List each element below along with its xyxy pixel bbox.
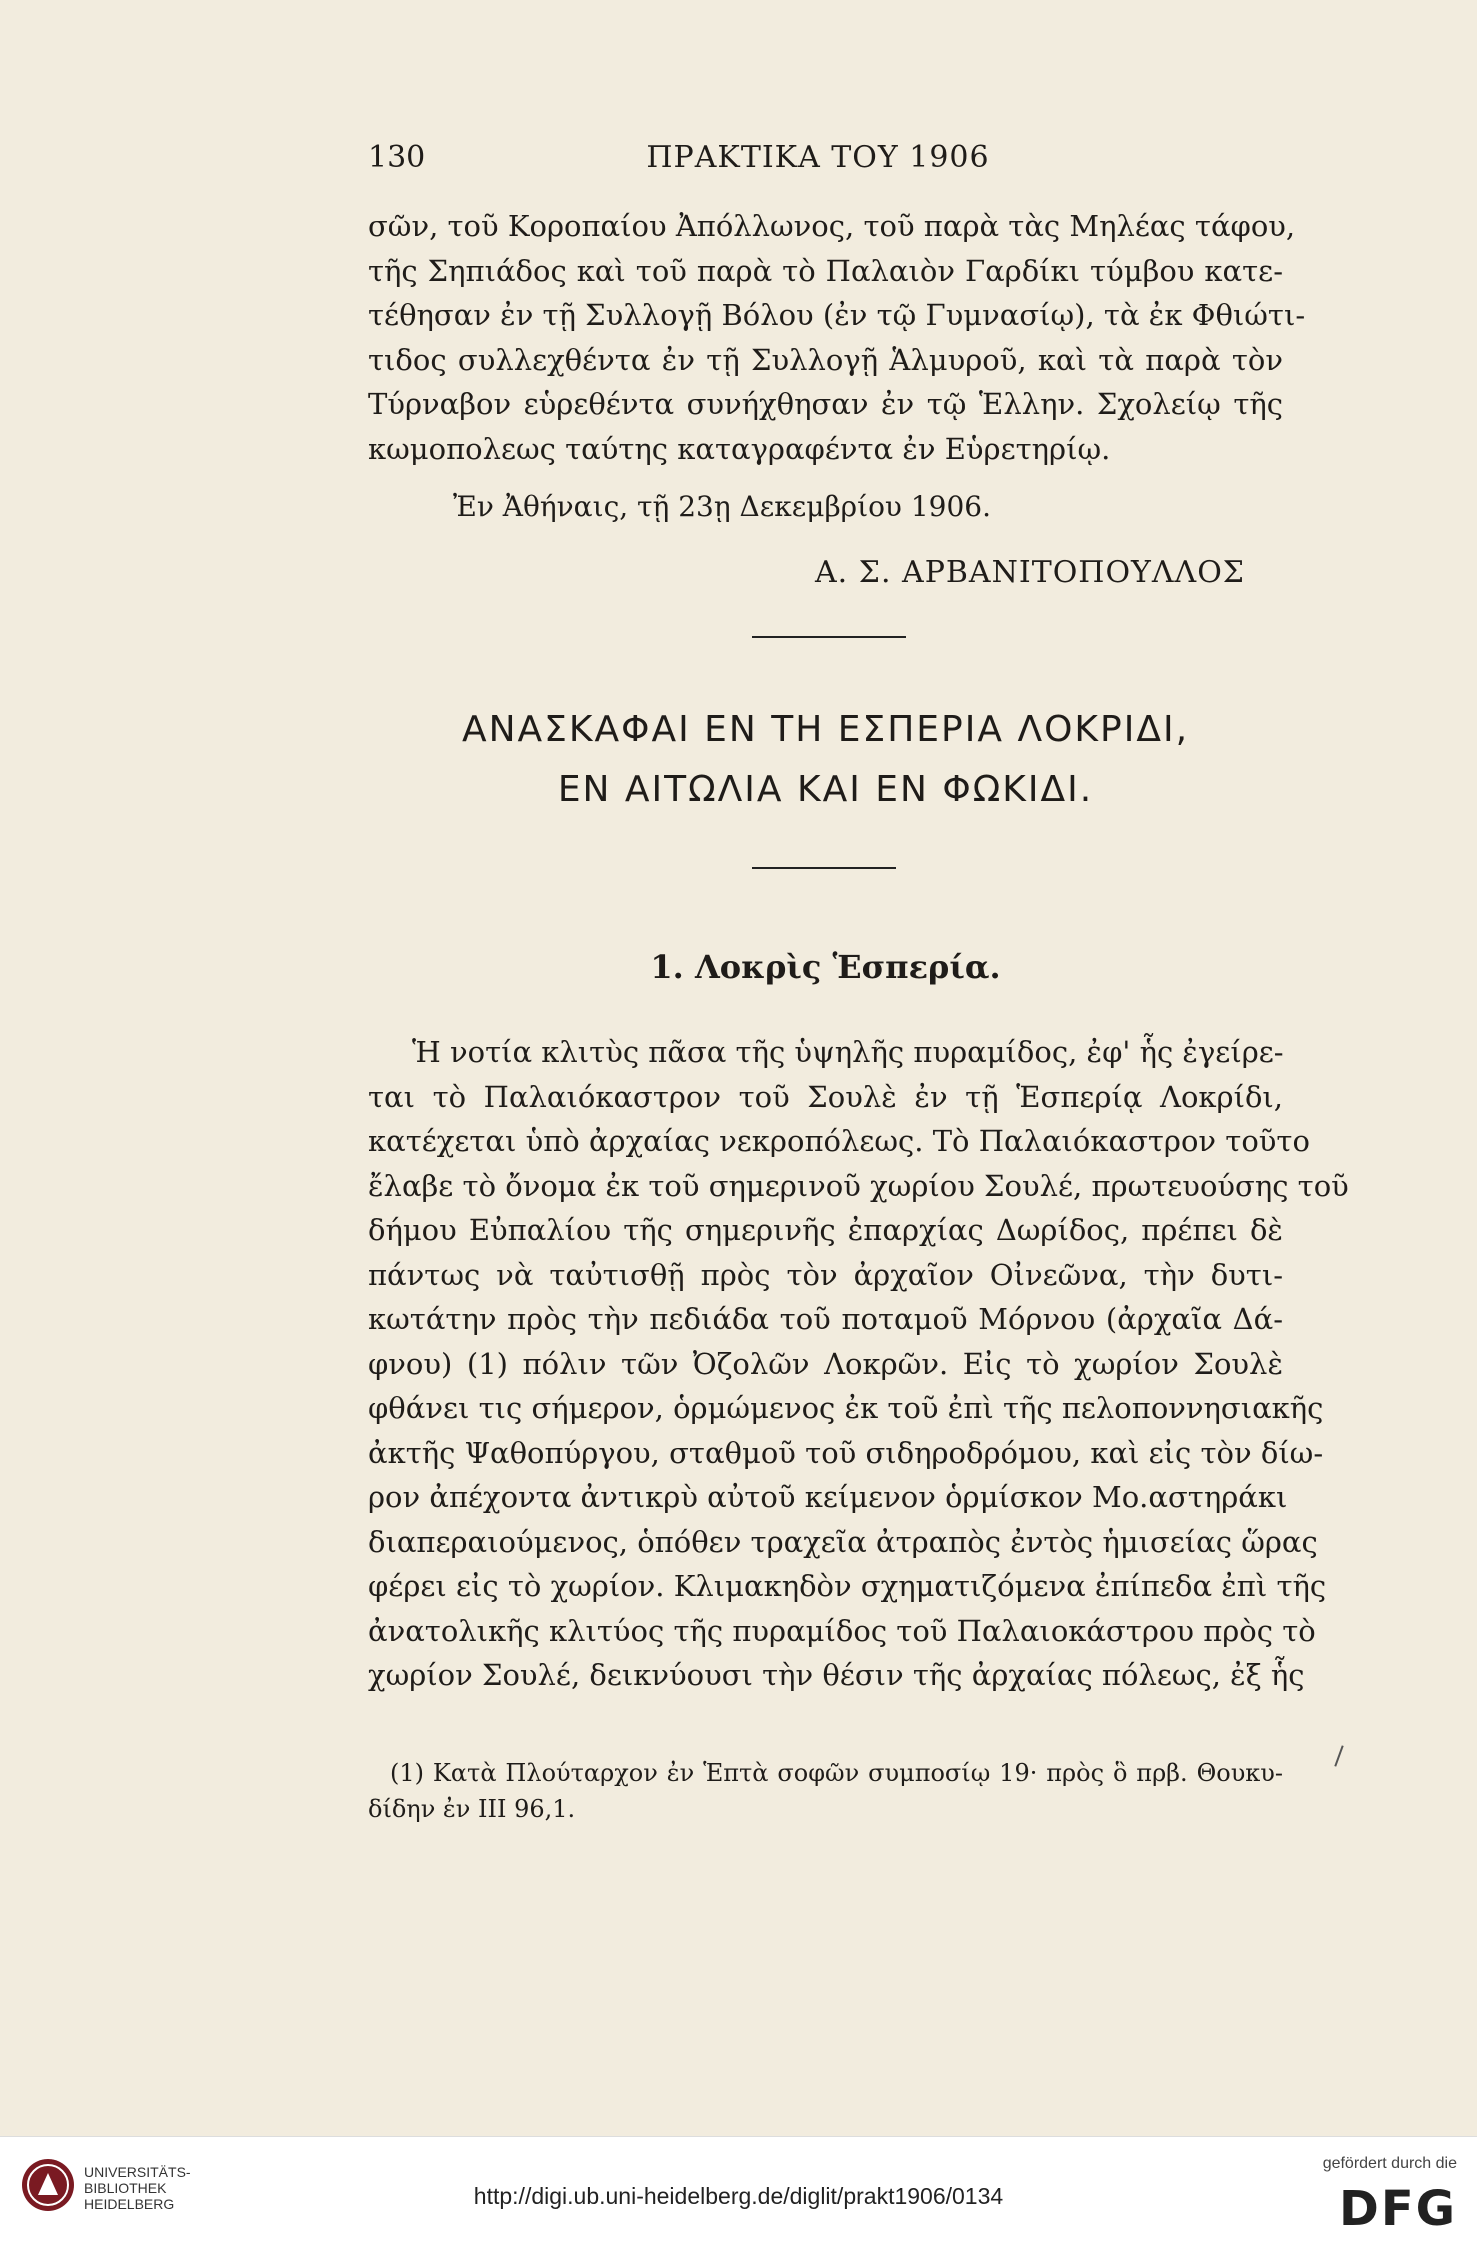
text-line: κατέχεται ὑπὸ ἀρχαίας νεκροπόλεως. Τὸ Παλαιόκαστρον τοῦτο <box>368 1124 1310 1158</box>
separator-rule <box>752 867 896 869</box>
library-name-line: UNIVERSITÄTS- <box>84 2164 191 2180</box>
dfg-logo-icon[interactable]: DFG <box>1338 2181 1457 2237</box>
text-line: δήμου Εὐπαλίου τῆς σημερινῆς ἐπαρχίας Δωρίδος, πρέπει δὲ <box>368 1213 1283 1247</box>
text-line: ται τὸ Παλαιόκαστρον τοῦ Σουλὲ ἐν τῇ Ἑσπερίᾳ Λοκρίδι, <box>368 1079 1283 1114</box>
library-name-line: HEIDELBERG <box>84 2196 175 2212</box>
permalink-link[interactable]: http://digi.ub.uni-heidelberg.de/diglit/prakt1906/0134 <box>473 2183 1004 2209</box>
library-name-line: BIBLIOTHEK <box>84 2180 167 2196</box>
permalink-url <box>0 2183 1477 2210</box>
article-title <box>368 700 1283 820</box>
separator-rule <box>752 636 906 638</box>
stray-mark <box>1334 1745 1343 1766</box>
article-title-line: ΕΝ ΑΙΤΩΛΙΑ ΚΑΙ ΕΝ ΦΩΚΙΔΙ. <box>557 769 1094 810</box>
page-header <box>368 140 1268 180</box>
text-line: Τύρναβον εὑρεθέντα συνήχθησαν ἐν τῷ Ἑλλην. Σχολείῳ τῆς <box>368 387 1283 421</box>
funding-caption: gefördert durch die <box>1322 2155 1457 2172</box>
running-title: ΠΡΑΚΤΙΚΑ ΤΟΥ 1906 <box>646 140 990 175</box>
footnote <box>368 1755 1283 1827</box>
section-heading: 1. Λοκρὶς Ἑσπερία. <box>650 948 1001 986</box>
footnote-line: (1) Κατὰ Πλούταρχον ἐν Ἑπτὰ σοφῶν συμποσίῳ 19· πρὸς ὃ πρβ. Θουκυ- <box>390 1759 1283 1787</box>
viewer-footer <box>0 2136 1477 2249</box>
text-line: διαπεραιούμενος, ὁπόθεν τραχεῖα ἀτραπὸς ἐντὸς ἡμισείας ὥρας <box>368 1524 1318 1559</box>
text-line: ἀκτῆς Ψαθοπύργου, σταθμοῦ τοῦ σιδηροδρόμου, καὶ εἰς τὸν δίω- <box>368 1435 1324 1470</box>
author-signature: Α. Σ. ΑΡΒΑΝΙΤΟΠΟΥΛΛΟΣ <box>815 555 1245 590</box>
body-paragraph <box>368 1030 1349 1698</box>
text-line: κωμοπολεως ταύτης καταγραφέντα ἐν Εὑρετηρίῳ. <box>368 431 1111 466</box>
text-line: τιδος συλλεχθέντα ἐν τῇ Συλλογῇ Ἁλμυροῦ, καὶ τὰ παρὰ τὸν <box>368 342 1283 377</box>
text-line: ρον ἀπέχοντα ἀντικρὺ αὐτοῦ κείμενον ὁρμίσκον Μο.αστηράκι <box>368 1480 1288 1514</box>
text-line: φνου) (1) πόλιν τῶν Ὀζολῶν Λοκρῶν. Εἰς τὸ χωρίον Σουλὲ <box>368 1346 1283 1381</box>
text-line: ἔλαβε τὸ ὄνομα ἐκ τοῦ σημερινοῦ χωρίου Σουλέ, πρωτευούσης τοῦ <box>368 1168 1349 1203</box>
text-line: τέθησαν ἐν τῇ Συλλογῇ Βόλου (ἐν τῷ Γυμνασίῳ), τὰ ἐκ Φθιώτι- <box>368 298 1306 332</box>
text-line: κωτάτην πρὸς τὴν πεδιάδα τοῦ ποταμοῦ Μόρνου (ἀρχαῖα Δά- <box>368 1302 1283 1336</box>
text-line: πάντως νὰ ταὐτισθῇ πρὸς τὸν ἀρχαῖον Οἰνεῶνα, τὴν δυτι- <box>368 1257 1283 1292</box>
text-line: ἀνατολικῆς κλιτύος τῆς πυραμίδος τοῦ Παλαιοκάστρου πρὸς τὸ <box>368 1613 1316 1648</box>
article-title-line: ΑΝΑΣΚΑΦΑΙ ΕΝ ΤΗ ΕΣΠΕΡΙΑ ΛΟΚΡΙΔΙ, <box>461 709 1190 750</box>
text-line: τῆς Σηπιάδος καὶ τοῦ παρὰ τὸ Παλαιὸν Γαρδίκι τύμβου κατε- <box>368 253 1283 288</box>
dateline: Ἐν Ἀθήναις, τῇ 23ῃ Δεκεμβρίου 1906. <box>453 490 992 523</box>
text-line: φέρει εἰς τὸ χωρίον. Κλιμακηδὸν σχηματιζόμενα ἐπίπεδα ἐπὶ τῆς <box>368 1569 1327 1603</box>
text-line: σῶν, τοῦ Κοροπαίου Ἀπόλλωνος, τοῦ παρὰ τὰς Μηλέας τάφου, <box>368 209 1296 243</box>
footnote-line: δίδην ἐν III 96,1. <box>368 1795 576 1823</box>
text-line: φθάνει τις σήμερον, ὁρμώμενος ἐκ τοῦ ἐπὶ τῆς πελοποννησιακῆς <box>368 1391 1324 1425</box>
text-line: Ἡ νοτία κλιτὺς πᾶσα τῆς ὑψηλῆς πυραμίδος, ἐφ' ἧς ἐγείρε- <box>412 1035 1284 1069</box>
page-number: 130 <box>368 140 426 175</box>
top-paragraph <box>368 204 1306 471</box>
text-line: χωρίον Σουλέ, δεικνύουσι τὴν θέσιν τῆς ἀρχαίας πόλεως, ἐξ ἧς <box>368 1658 1305 1692</box>
